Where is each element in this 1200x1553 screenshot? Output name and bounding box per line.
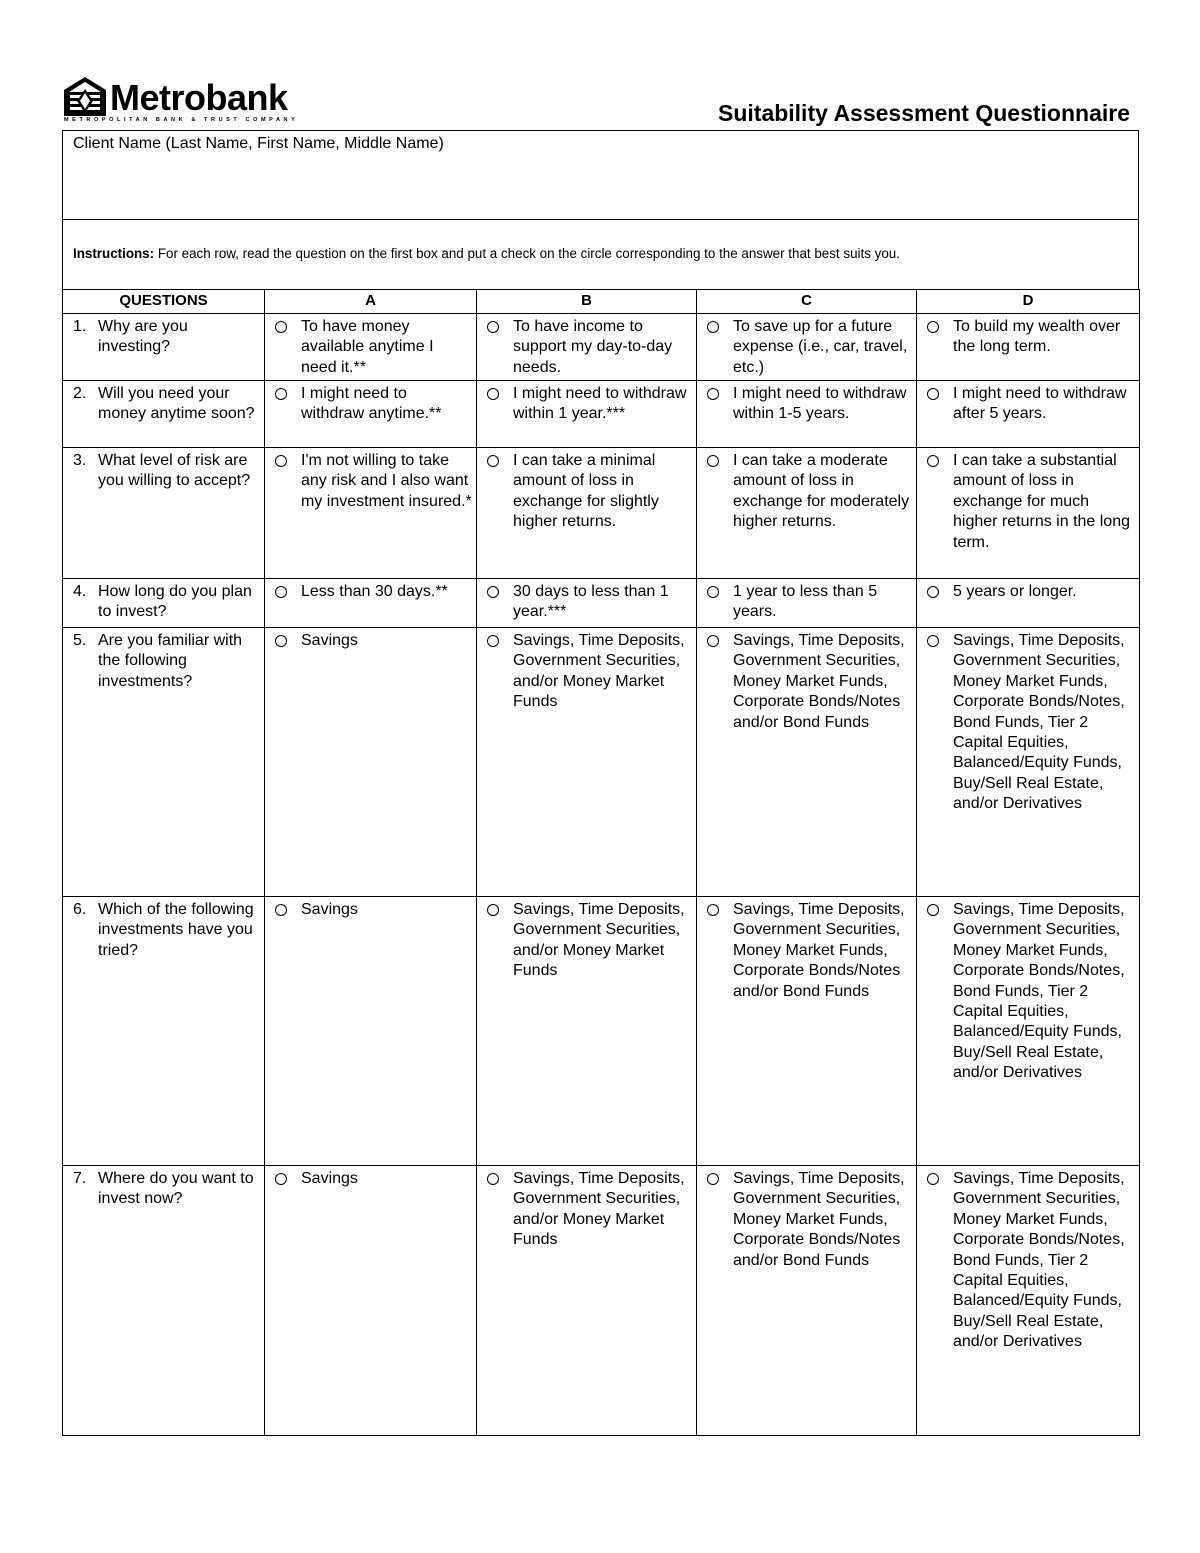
option-text: Savings, Time Deposits, Government Securities, Money Market Funds, Corporate Bonds/Notes, Bond Funds, Tier 2 Capital Equities, Balanced/Equity Funds, Buy/Sell Real Estate, and/or Derivatives bbox=[953, 901, 1125, 1082]
table-row bbox=[63, 897, 1140, 1166]
option-cell[interactable] bbox=[697, 628, 917, 897]
option-text: To build my wealth over the long term. bbox=[953, 318, 1121, 356]
option-cell[interactable] bbox=[265, 628, 477, 897]
question-number: 2. bbox=[73, 385, 87, 402]
radio-button[interactable] bbox=[275, 388, 287, 400]
radio-button[interactable] bbox=[487, 904, 499, 916]
instructions-text bbox=[73, 246, 900, 261]
option-text: To have income to support my day-to-day needs. bbox=[513, 318, 673, 376]
radio-button[interactable] bbox=[707, 455, 719, 467]
option-cell[interactable] bbox=[917, 314, 1140, 381]
logo-subtext: METROPOLITAN BANK & TRUST COMPANY bbox=[64, 117, 299, 123]
radio-button[interactable] bbox=[275, 586, 287, 598]
option-cell[interactable] bbox=[477, 1166, 697, 1436]
radio-button[interactable] bbox=[487, 455, 499, 467]
option-text: I might need to withdraw after 5 years. bbox=[953, 385, 1127, 423]
radio-button[interactable] bbox=[927, 388, 939, 400]
table-row bbox=[63, 381, 1140, 448]
option-cell[interactable] bbox=[917, 897, 1140, 1166]
radio-button[interactable] bbox=[487, 586, 499, 598]
option-text: Savings bbox=[301, 632, 358, 649]
radio-button[interactable] bbox=[275, 321, 287, 333]
question-cell bbox=[63, 448, 265, 579]
question-cell bbox=[63, 897, 265, 1166]
option-cell[interactable] bbox=[265, 381, 477, 448]
question-text: How long do you plan to invest? bbox=[98, 583, 252, 621]
option-text: Savings, Time Deposits, Government Securities, Money Market Funds, Corporate Bonds/Notes, Bond Funds, Tier 2 Capital Equities, Balanced/Equity Funds, Buy/Sell Real Estate, and/or Derivatives bbox=[953, 1170, 1125, 1351]
option-cell[interactable] bbox=[697, 381, 917, 448]
question-text: Where do you want to invest now? bbox=[98, 1170, 254, 1208]
radio-button[interactable] bbox=[275, 635, 287, 647]
table-row bbox=[63, 1166, 1140, 1436]
radio-button[interactable] bbox=[487, 635, 499, 647]
question-number: 3. bbox=[73, 452, 87, 469]
question-text: What level of risk are you willing to accept? bbox=[98, 452, 251, 490]
question-number: 7. bbox=[73, 1170, 87, 1187]
radio-button[interactable] bbox=[487, 321, 499, 333]
radio-button[interactable] bbox=[487, 1173, 499, 1185]
questionnaire-table bbox=[62, 289, 1140, 1436]
question-cell bbox=[63, 314, 265, 381]
option-text: I might need to withdraw within 1 year.*** bbox=[513, 385, 687, 423]
option-cell[interactable] bbox=[477, 314, 697, 381]
option-text: I'm not willing to take any risk and I also want my investment insured.* bbox=[301, 452, 472, 510]
option-cell[interactable] bbox=[697, 897, 917, 1166]
client-name-label: Client Name (Last Name, First Name, Middle Name) bbox=[73, 135, 444, 152]
table-row bbox=[63, 314, 1140, 381]
metrobank-logo bbox=[62, 74, 299, 126]
option-text: Savings, Time Deposits, Government Securities, Money Market Funds, Corporate Bonds/Notes and/or Bond Funds bbox=[733, 901, 905, 1000]
question-text: Which of the following investments have you tried? bbox=[98, 901, 254, 959]
option-cell[interactable] bbox=[477, 448, 697, 579]
question-number: 4. bbox=[73, 583, 87, 600]
option-text: Savings bbox=[301, 901, 358, 918]
column-header-d: D bbox=[917, 290, 1140, 314]
option-cell[interactable] bbox=[265, 314, 477, 381]
radio-button[interactable] bbox=[927, 586, 939, 598]
radio-button[interactable] bbox=[487, 388, 499, 400]
option-cell[interactable] bbox=[265, 579, 477, 628]
question-number: 5. bbox=[73, 632, 87, 649]
radio-button[interactable] bbox=[927, 635, 939, 647]
option-text: Savings, Time Deposits, Government Securities, and/or Money Market Funds bbox=[513, 1170, 685, 1249]
option-text: Savings, Time Deposits, Government Securities, Money Market Funds, Corporate Bonds/Notes, Bond Funds, Tier 2 Capital Equities, Balanced/Equity Funds, Buy/Sell Real Estate, and/or Derivatives bbox=[953, 632, 1125, 813]
option-text: 5 years or longer. bbox=[953, 583, 1077, 600]
option-cell[interactable] bbox=[917, 381, 1140, 448]
radio-button[interactable] bbox=[275, 1173, 287, 1185]
option-text: Savings, Time Deposits, Government Securities, and/or Money Market Funds bbox=[513, 901, 685, 980]
question-cell bbox=[63, 381, 265, 448]
option-cell[interactable] bbox=[477, 897, 697, 1166]
option-text: 30 days to less than 1 year.*** bbox=[513, 583, 669, 621]
question-cell bbox=[63, 628, 265, 897]
radio-button[interactable] bbox=[707, 904, 719, 916]
document-title: Suitability Assessment Questionnaire bbox=[718, 100, 1130, 126]
option-cell[interactable] bbox=[265, 448, 477, 579]
option-text: To have money available anytime I need it.** bbox=[301, 318, 434, 376]
instructions-label: Instructions: bbox=[73, 246, 155, 261]
radio-button[interactable] bbox=[927, 904, 939, 916]
metrobank-logo-icon bbox=[62, 76, 108, 118]
question-number: 1. bbox=[73, 318, 87, 335]
radio-button[interactable] bbox=[707, 635, 719, 647]
option-cell[interactable] bbox=[917, 628, 1140, 897]
option-cell[interactable] bbox=[697, 448, 917, 579]
instructions-body: For each row, read the question on the first box and put a check on the circle corresponding to the answer that best suits you. bbox=[154, 246, 900, 261]
column-header-a: A bbox=[265, 290, 477, 314]
radio-button[interactable] bbox=[927, 321, 939, 333]
option-text: I might need to withdraw anytime.** bbox=[301, 385, 442, 423]
column-header-c: C bbox=[697, 290, 917, 314]
radio-button[interactable] bbox=[927, 1173, 939, 1185]
option-text: Savings bbox=[301, 1170, 358, 1187]
radio-button[interactable] bbox=[707, 321, 719, 333]
option-cell[interactable] bbox=[917, 579, 1140, 628]
table-row bbox=[63, 448, 1140, 579]
radio-button[interactable] bbox=[927, 455, 939, 467]
option-text: I might need to withdraw within 1-5 years. bbox=[733, 385, 907, 423]
option-cell[interactable] bbox=[265, 897, 477, 1166]
option-cell[interactable] bbox=[477, 628, 697, 897]
radio-button[interactable] bbox=[275, 904, 287, 916]
option-cell[interactable] bbox=[697, 1166, 917, 1436]
option-cell[interactable] bbox=[697, 314, 917, 381]
option-text: Savings, Time Deposits, Government Securities, Money Market Funds, Corporate Bonds/Notes and/or Bond Funds bbox=[733, 1170, 905, 1269]
table-row bbox=[63, 628, 1140, 897]
option-text: Savings, Time Deposits, Government Securities, Money Market Funds, Corporate Bonds/Notes and/or Bond Funds bbox=[733, 632, 905, 731]
client-name-field[interactable] bbox=[62, 130, 1139, 220]
option-text: 1 year to less than 5 years. bbox=[733, 583, 878, 621]
option-cell[interactable] bbox=[477, 579, 697, 628]
column-header-questions: QUESTIONS bbox=[63, 290, 265, 314]
question-text: Will you need your money anytime soon? bbox=[98, 385, 255, 423]
radio-button[interactable] bbox=[707, 388, 719, 400]
page-header bbox=[62, 72, 1140, 130]
radio-button[interactable] bbox=[707, 1173, 719, 1185]
question-cell bbox=[63, 1166, 265, 1436]
option-text: I can take a minimal amount of loss in exchange for slightly higher returns. bbox=[513, 452, 659, 531]
option-cell[interactable] bbox=[917, 1166, 1140, 1436]
option-text: To save up for a future expense (i.e., car, travel, etc.) bbox=[733, 318, 908, 376]
option-text: Less than 30 days.** bbox=[301, 583, 448, 600]
question-number: 6. bbox=[73, 901, 87, 918]
question-text: Why are you investing? bbox=[98, 318, 188, 356]
option-text: I can take a substantial amount of loss in exchange for much higher returns in the long term. bbox=[953, 452, 1130, 551]
table-row bbox=[63, 579, 1140, 628]
logo-wordmark: Metrobank bbox=[110, 77, 288, 118]
option-text: Savings, Time Deposits, Government Securities, and/or Money Market Funds bbox=[513, 632, 685, 711]
option-cell[interactable] bbox=[477, 381, 697, 448]
table-header-row bbox=[63, 290, 1140, 314]
option-cell[interactable] bbox=[697, 579, 917, 628]
option-text: I can take a moderate amount of loss in exchange for moderately higher returns. bbox=[733, 452, 910, 531]
column-header-b: B bbox=[477, 290, 697, 314]
radio-button[interactable] bbox=[275, 455, 287, 467]
instructions-box bbox=[62, 220, 1139, 290]
option-cell[interactable] bbox=[917, 448, 1140, 579]
radio-button[interactable] bbox=[707, 586, 719, 598]
option-cell[interactable] bbox=[265, 1166, 477, 1436]
question-text: Are you familiar with the following investments? bbox=[98, 632, 243, 690]
question-cell bbox=[63, 579, 265, 628]
